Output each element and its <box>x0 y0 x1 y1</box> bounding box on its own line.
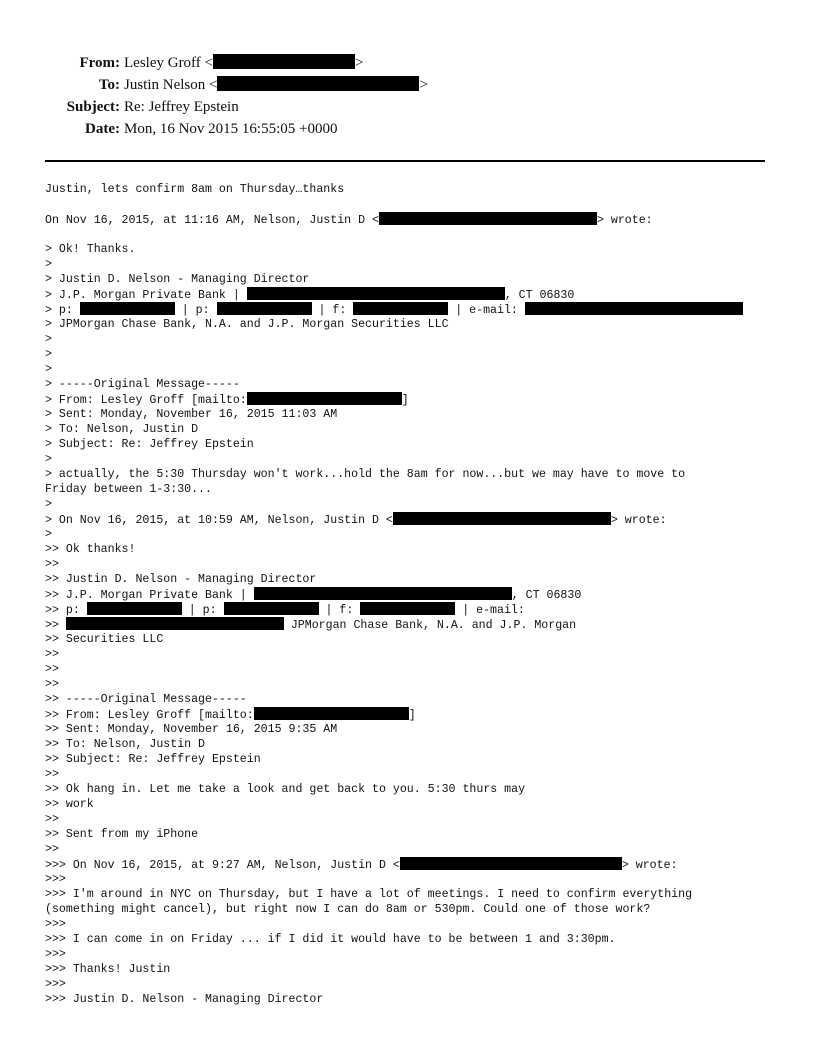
body-text: (something might cancel), but right now I can do 8am or 530pm. Could one of those work? <box>45 903 651 916</box>
body-line <box>45 887 785 902</box>
body-line <box>45 422 785 437</box>
body-line <box>45 332 785 347</box>
body-text: >>> Thanks! Justin <box>45 963 171 976</box>
body-text: On Nov 16, 2015, at 11:16 AM, Nelson, Justin D < <box>45 214 379 227</box>
body-text: >>> I'm around in NYC on Thursday, but I have a lot of meetings. I need to confirm everything <box>45 888 693 901</box>
body-line <box>45 227 785 242</box>
body-line <box>45 437 785 452</box>
body-line <box>45 197 785 212</box>
body-text: > <box>45 453 52 466</box>
body-text: > -----Original Message----- <box>45 378 240 391</box>
email-header <box>0 52 816 144</box>
body-line <box>45 857 785 872</box>
redaction-block <box>353 302 448 315</box>
body-line <box>45 212 785 227</box>
body-text: > wrote: <box>621 859 678 872</box>
date-value: Mon, 16 Nov 2015 16:55:05 +0000 <box>124 121 338 137</box>
redaction-block <box>80 302 175 315</box>
body-line <box>45 932 785 947</box>
body-text: > <box>45 363 52 376</box>
body-text: >>> <box>45 873 66 886</box>
body-text: >> -----Original Message----- <box>45 693 247 706</box>
body-text: | p: <box>181 604 224 617</box>
body-line <box>45 842 785 857</box>
body-text: > wrote: <box>596 214 653 227</box>
body-line <box>45 287 785 302</box>
body-text: >> J.P. Morgan Private Bank | <box>45 589 254 602</box>
body-text: >> <box>45 843 59 856</box>
body-text: > <box>45 348 52 361</box>
body-line <box>45 992 785 1007</box>
body-text: >>> <box>45 918 66 931</box>
body-text: >> To: Nelson, Justin D <box>45 738 206 751</box>
body-text: >> <box>45 663 59 676</box>
body-text: , CT 06830 <box>504 289 575 302</box>
body-text: > Justin D. Nelson - Managing Director <box>45 273 310 286</box>
redaction-block <box>525 302 743 315</box>
body-text: > From: Lesley Groff [mailto: <box>45 394 247 407</box>
body-line <box>45 242 785 257</box>
redaction-block <box>400 857 622 870</box>
body-text: >> Subject: Re: Jeffrey Epstein <box>45 753 261 766</box>
body-text: > <box>45 528 52 541</box>
body-text: >>> On Nov 16, 2015, at 9:27 AM, Nelson, Justin D < <box>45 859 400 872</box>
body-line <box>45 527 785 542</box>
body-line <box>45 752 785 767</box>
redaction-block <box>379 212 597 225</box>
body-text: > Ok! Thanks. <box>45 243 136 256</box>
body-text: >> From: Lesley Groff [mailto: <box>45 709 254 722</box>
subject-value: Re: Jeffrey Epstein <box>124 99 239 115</box>
body-line <box>45 557 785 572</box>
body-text: >> <box>45 558 59 571</box>
body-line <box>45 947 785 962</box>
body-text: Friday between 1-3:30... <box>45 483 212 496</box>
body-line <box>45 467 785 482</box>
body-text: >> <box>45 678 59 691</box>
body-text: >> <box>45 619 66 632</box>
body-text: >> Ok thanks! <box>45 543 136 556</box>
body-text: >> Ok hang in. Let me take a look and get back to you. 5:30 thurs may <box>45 783 526 796</box>
body-text: > <box>45 333 52 346</box>
body-text: >> Justin D. Nelson - Managing Director <box>45 573 317 586</box>
to-label: To: <box>98 77 120 93</box>
body-line <box>45 782 785 797</box>
body-line <box>45 827 785 842</box>
body-text: > <box>45 498 52 511</box>
body-line <box>45 347 785 362</box>
redaction-block <box>393 512 611 525</box>
body-line <box>45 662 785 677</box>
body-line <box>45 362 785 377</box>
body-line <box>45 812 785 827</box>
body-text: , CT 06830 <box>511 589 582 602</box>
body-text: >>> <box>45 978 66 991</box>
redaction-block <box>87 602 182 615</box>
body-text: > wrote: <box>610 514 667 527</box>
body-line <box>45 962 785 977</box>
body-line <box>45 617 785 632</box>
body-text: | e-mail: <box>448 304 525 317</box>
message-body <box>45 182 785 1007</box>
redaction-block <box>66 617 284 630</box>
body-text: >>> <box>45 948 66 961</box>
body-line <box>45 452 785 467</box>
body-line <box>45 587 785 602</box>
body-text: > JPMorgan Chase Bank, N.A. and J.P. Morgan Securities LLC <box>45 318 449 331</box>
body-line <box>45 272 785 287</box>
body-text: >> <box>45 813 59 826</box>
body-text: | f: <box>311 304 354 317</box>
body-line <box>45 317 785 332</box>
body-text: ] <box>408 709 416 722</box>
body-text: > To: Nelson, Justin D <box>45 423 199 436</box>
body-text: Justin, lets confirm 8am on Thursday…thanks <box>45 183 345 196</box>
body-line <box>45 902 785 917</box>
body-line <box>45 977 785 992</box>
body-text: >> p: <box>45 604 87 617</box>
from-close: > <box>355 55 364 71</box>
body-line <box>45 797 785 812</box>
body-text: > Subject: Re: Jeffrey Epstein <box>45 438 254 451</box>
body-text: >> work <box>45 798 94 811</box>
body-line <box>45 677 785 692</box>
body-text: > On Nov 16, 2015, at 10:59 AM, Nelson, Justin D < <box>45 514 393 527</box>
redaction-block <box>217 76 419 91</box>
body-text: | e-mail: <box>455 604 525 617</box>
body-text: ] <box>401 394 409 407</box>
body-text: | f: <box>318 604 361 617</box>
body-line <box>45 497 785 512</box>
body-line <box>45 182 785 197</box>
body-line <box>45 392 785 407</box>
header-divider <box>45 160 765 162</box>
body-text: >> Securities LLC <box>45 633 164 646</box>
to-close: > <box>419 77 428 93</box>
redaction-block <box>224 602 319 615</box>
redaction-block <box>254 587 512 600</box>
body-line <box>45 692 785 707</box>
body-line <box>45 632 785 647</box>
date-label: Date: <box>85 121 120 137</box>
redaction-block <box>247 392 402 405</box>
to-value: Justin Nelson < <box>124 77 218 93</box>
body-text: > actually, the 5:30 Thursday won't work...hold the 8am for now...but we may have to move to <box>45 468 686 481</box>
redaction-block <box>360 602 455 615</box>
body-line <box>45 767 785 782</box>
subject-row <box>0 96 800 118</box>
body-text: > J.P. Morgan Private Bank | <box>45 289 247 302</box>
body-text: >> Sent: Monday, November 16, 2015 9:35 AM <box>45 723 338 736</box>
body-text: JPMorgan Chase Bank, N.A. and J.P. Morgan <box>283 619 577 632</box>
body-line <box>45 542 785 557</box>
body-text: > p: <box>45 304 80 317</box>
redaction-block <box>247 287 505 300</box>
body-line <box>45 737 785 752</box>
body-text: > <box>45 258 52 271</box>
redaction-block <box>254 707 409 720</box>
to-row <box>0 74 800 96</box>
body-line <box>45 257 785 272</box>
subject-label: Subject: <box>66 99 120 115</box>
redaction-block <box>217 302 312 315</box>
body-text: >>> I can come in on Friday ... if I did it would have to be between 1 and 3:30pm. <box>45 933 616 946</box>
redaction-block <box>213 54 355 69</box>
body-line <box>45 602 785 617</box>
body-text: >> <box>45 648 59 661</box>
body-line <box>45 917 785 932</box>
body-text: >>> Justin D. Nelson - Managing Director <box>45 993 324 1006</box>
body-text: >> <box>45 768 59 781</box>
body-line <box>45 302 785 317</box>
body-line <box>45 707 785 722</box>
body-line <box>45 722 785 737</box>
from-value: Lesley Groff < <box>124 55 213 71</box>
body-line <box>45 872 785 887</box>
body-text: >> Sent from my iPhone <box>45 828 199 841</box>
body-line <box>45 512 785 527</box>
body-text: | p: <box>174 304 217 317</box>
body-text: > Sent: Monday, November 16, 2015 11:03 AM <box>45 408 338 421</box>
body-line <box>45 572 785 587</box>
date-row <box>0 118 800 140</box>
from-row <box>0 52 800 74</box>
body-line <box>45 482 785 497</box>
body-line <box>45 407 785 422</box>
body-line <box>45 377 785 392</box>
from-label: From: <box>79 55 120 71</box>
body-line <box>45 647 785 662</box>
